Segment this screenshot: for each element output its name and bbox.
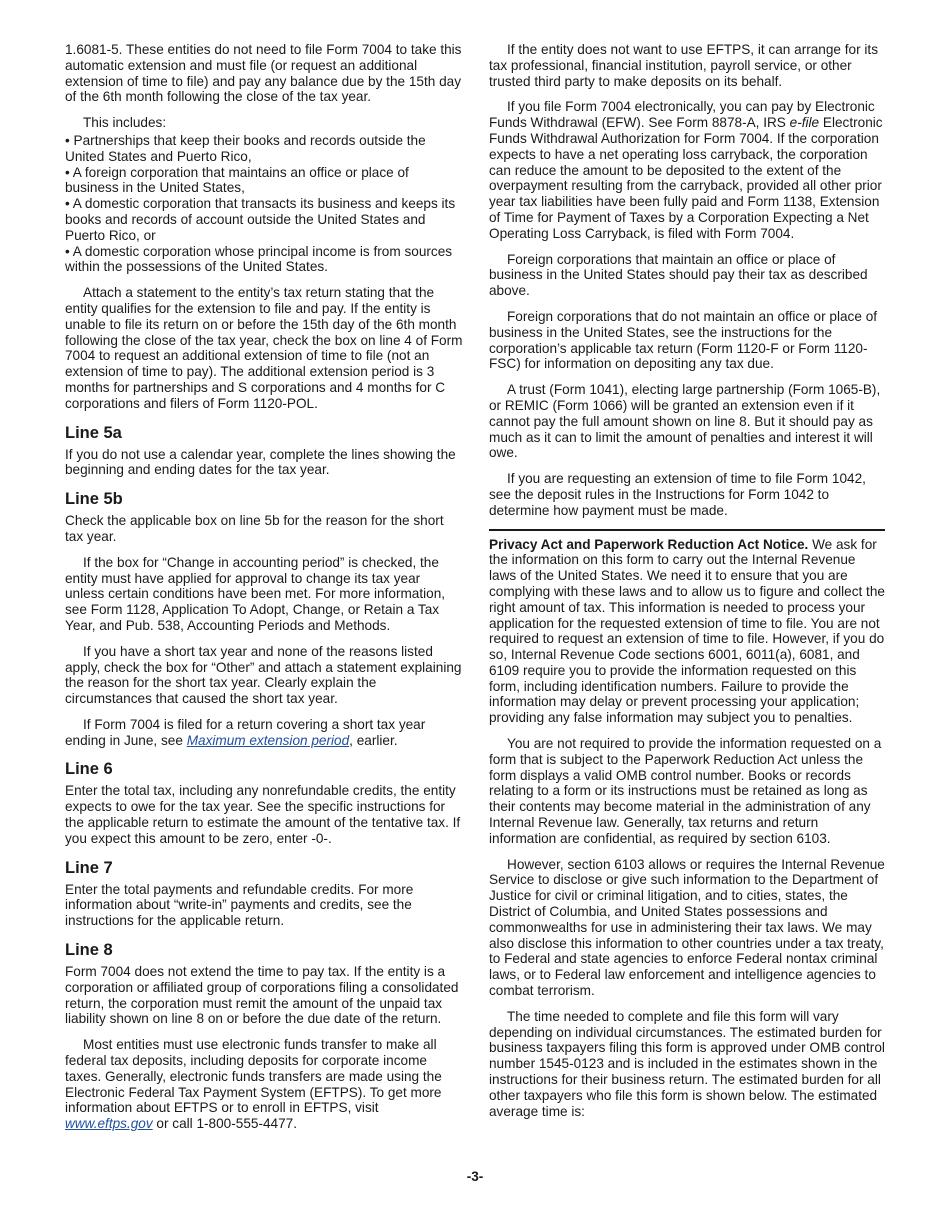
eftps-link[interactable]: www.eftps.gov xyxy=(65,1116,153,1132)
short-tax-year-other-paragraph: If you have a short tax year and none of the reasons listed apply, check the box for “Other” and attach a statement explaining the reason for the short tax year. Clearly explain the circumstances that caused the short tax year. xyxy=(65,643,462,707)
change-accounting-period-paragraph: If the box for “Change in accounting period” is checked, the entity must have applied for approval to change its tax year unless certain conditions have been met. For more information, see Form 1128, Application To Adopt, Change, or Retain a Tax Year, and Pub. 538, Accounting Periods and Methods. xyxy=(65,554,446,633)
list-item: • A foreign corporation that maintains an office or place of business in the United States, xyxy=(65,164,409,196)
omb-control-paragraph: You are not required to provide the information requested on a form that is subject to the Paperwork Reduction Act unless the form displays a valid OMB control number. Books or records relating to a form or its instructions must be retained as long as their contents may become material in the administration of any Internal Revenue law. Generally, tax returns and return information are confidential, as required by section 6103. xyxy=(489,736,882,846)
form-1042-paragraph: If you are requesting an extension of time to file Form 1042, see the deposit rules in the Instructions for Form 1042 to determine how payment must be made. xyxy=(489,471,866,518)
eftps-alternative-paragraph: If the entity does not want to use EFTPS, it can arrange for its tax professional, financial institution, payroll service, or other trusted third party to make deposits on its behalf. xyxy=(489,42,878,89)
line-5a-paragraph: If you do not use a calendar year, complete the lines showing the beginning and ending dates for the tax year. xyxy=(65,446,456,478)
paragraph-text: We ask for the information on this form to carry out the Internal Revenue laws of the United States. We need it to ensure that you are complying with these laws and to allow us to figure and collect the right amount of tax. This information is needed to process your application for the requested extension of time to file. You are not required to request an extension of time to file. However, if you do so, Internal Revenue Code sections 6001, 6011(a), 6081, and 6109 require you to provide the information requested on this form, including identification numbers. Failure to provide the information may delay or prevent processing your application; providing any false information may subject you to penalties. xyxy=(489,536,885,726)
list-item: • A domestic corporation whose principal income is from sources within the possessions of the United States. xyxy=(65,243,453,275)
eftps-paragraph xyxy=(65,1037,463,1132)
section-6103-paragraph: However, section 6103 allows or requires the Internal Revenue Service to disclose or give such information to the Department of Justice for civil or criminal litigation, and to cities, states, the District of Columbia, and United States possessions and commonwealths for use in administering their tax laws. We may also disclose this information to other countries under a tax treaty, to Federal and state agencies to enforce Federal nontax criminal laws, or to Federal law enforcement and intelligence agencies to combat terrorism. xyxy=(489,856,885,999)
foreign-corp-office-paragraph: Foreign corporations that maintain an office or place of business in the United States should pay their tax as described above. xyxy=(489,251,868,299)
maximum-extension-period-link[interactable]: Maximum extension period xyxy=(186,732,350,748)
list-item: • Partnerships that keep their books and records outside the United States and Puerto Rico, xyxy=(65,132,426,164)
line-5b-paragraph: Check the applicable box on line 5b for the reason for the short tax year. xyxy=(65,513,444,544)
line-8-paragraph: Form 7004 does not extend the time to pay tax. If the entity is a corporation or affiliated group of corporations filing a consolidated return, the corporation must remit the amount of the unpaid tax liability shown on line 8 on or before the due date of the return. xyxy=(65,964,459,1027)
paragraph-text: or call 1-800-555-4477. xyxy=(152,1116,297,1132)
line-6-paragraph: Enter the total tax, including any nonrefundable credits, the entity expects to owe for the tax year. See the specific instructions for the applicable return to estimate the amount of the tentative tax. If you expect this amount to be zero, enter -0-. xyxy=(65,783,461,846)
line-5a-heading: Line 5a xyxy=(65,423,122,442)
line-6-heading: Line 6 xyxy=(65,760,113,779)
attach-statement-paragraph: Attach a statement to the entity’s tax return stating that the entity qualifies for the extension to file and pay. If the entity is unable to file its return on or before the 15th day of the 6th month following the close of the tax year, check the box on line 4 of Form 7004 to request an additional extension of time to file (not an extension of time to pay). The additional extension period is 3 months for partnerships and S corporations and 4 months for C corporations and filers of Form 1120-POL. xyxy=(65,285,463,411)
entity-bullet-list xyxy=(65,133,463,275)
electronic-funds-withdrawal-paragraph xyxy=(489,99,885,241)
efile-term: e-file xyxy=(789,115,820,131)
paragraph-text: Electronic Funds Withdrawal Authorization for Form 7004. If the corporation expects to have a net operating loss carryback, the corporation can reduce the amount to be deposited to the extent of the overpayment resulting from the carryback, provided all other prior year tax liabilities have been fully paid and Form 1138, Extension of Time for Payment of Taxes by a Corporation Expecting a Net Operating Loss Carryback, is filed with Form 7004. xyxy=(489,115,883,241)
time-estimate-paragraph: The time needed to complete and file this form will vary depending on individual circumstances. The estimated burden for business taxpayers filing this form is approved under OMB control number 1545-0123 and is included in the estimates shown in the instructions for their business return. The estimated burden for all other taxpayers who file this form is shown below. The estimated average time is: xyxy=(489,1008,885,1119)
paragraph-text: If you file Form 7004 electronically, you can pay by Electronic Funds Withdrawal (EFW). See Form 8878-A, IRS xyxy=(489,99,875,131)
privacy-act-paragraph xyxy=(489,537,885,727)
line-8-heading: Line 8 xyxy=(65,941,113,960)
list-item: • A domestic corporation that transacts its business and keeps its books and records of account outside the United States and Puerto Rico, or xyxy=(65,196,456,243)
paragraph-text: If Form 7004 is filed for a return covering a short tax year ending in June, see xyxy=(65,716,426,748)
privacy-act-title: Privacy Act and Paperwork Reduction Act Notice. xyxy=(489,536,809,552)
paragraph-text: Most entities must use electronic funds transfer to make all federal tax deposits, including deposits for corporate income taxes. Generally, electronic funds transfers are made using the Electronic Federal Tax Payment System (EFTPS). To get more information about EFTPS or to enroll in EFTPS, visit xyxy=(65,1037,442,1116)
right-column xyxy=(489,42,885,1129)
foreign-corp-no-office-paragraph: Foreign corporations that do not maintain an office or place of business in the United States, see the instructions for the corporation’s applicable tax return (Form 1120-F or Form 1120-FSC) for information on depositing any tax due. xyxy=(489,308,878,372)
line-7-paragraph: Enter the total payments and refundable credits. For more information about “write-in” payments and credits, see the instructions for the applicable return. xyxy=(65,881,414,929)
intro-paragraph: 1.6081-5. These entities do not need to file Form 7004 to take this automatic extension and must file (or request an additional extension of time to file) and pay any balance due by the 15th day of the 6th month following the close of the tax year. xyxy=(65,42,462,105)
page-number: -3- xyxy=(466,1169,484,1184)
short-tax-year-june-paragraph xyxy=(65,717,463,749)
section-divider xyxy=(489,529,885,531)
line-7-heading: Line 7 xyxy=(65,858,113,877)
paragraph-text: , earlier. xyxy=(349,732,398,748)
trust-paragraph: A trust (Form 1041), electing large partnership (Form 1065-B), or REMIC (Form 1066) will be granted an extension even if it cannot pay the full amount shown on line 8. But it should pay as much as it can to limit the amount of penalties and interest it will owe. xyxy=(489,382,881,461)
line-5b-heading: Line 5b xyxy=(65,490,123,509)
left-column xyxy=(65,42,463,1142)
includes-label: This includes: xyxy=(83,115,167,131)
